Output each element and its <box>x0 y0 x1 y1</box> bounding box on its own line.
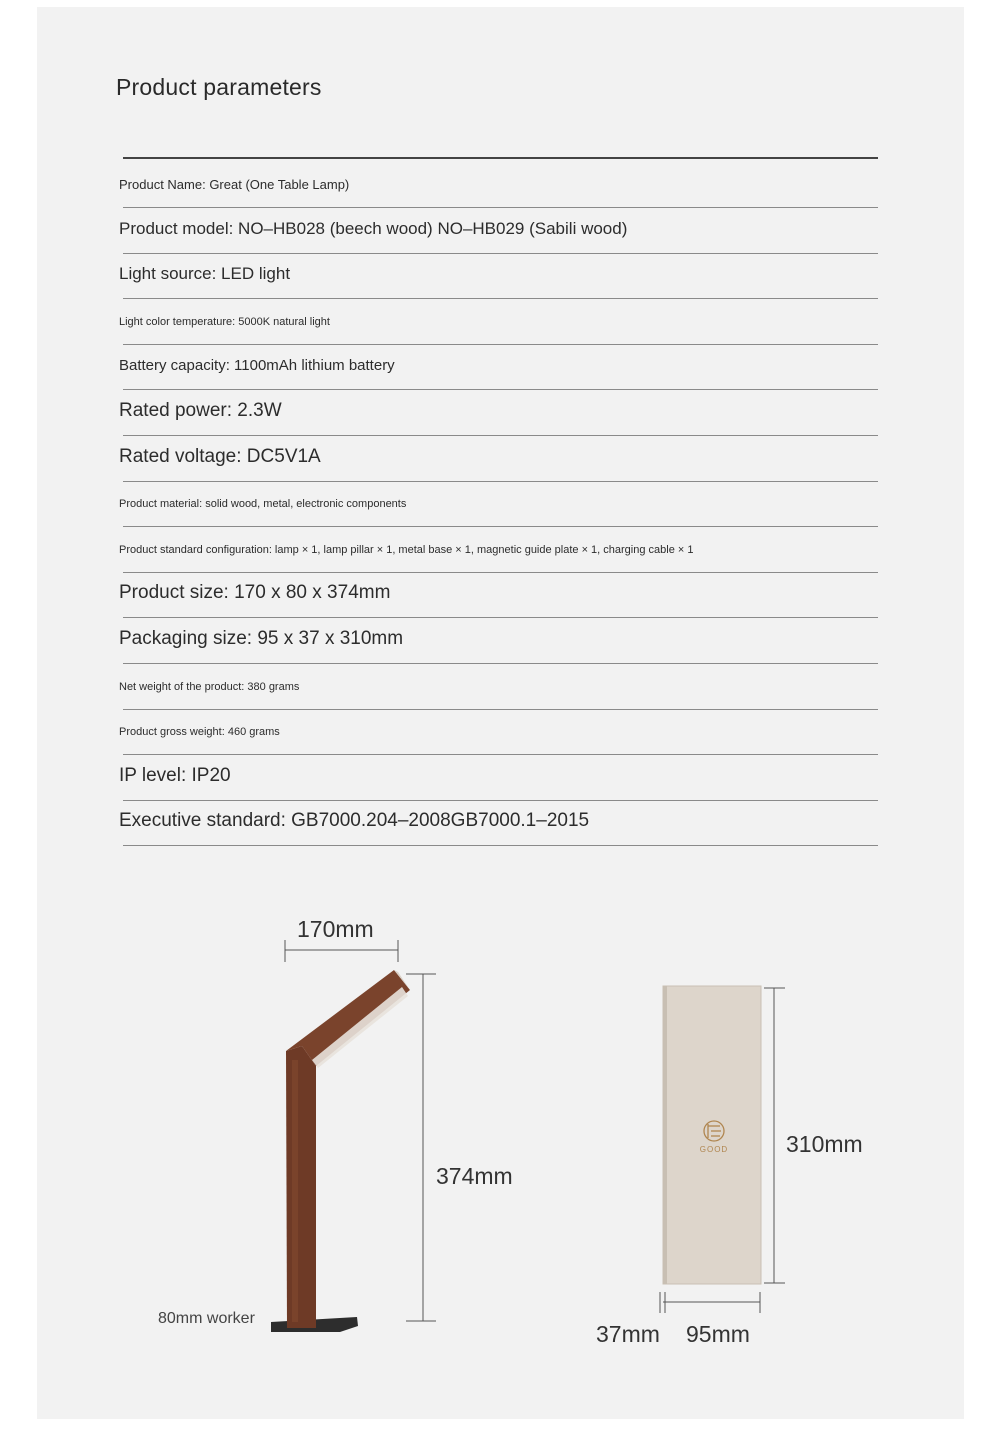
box-logo-text: GOOD <box>699 1145 729 1154</box>
param-text: IP level: IP20 <box>119 764 231 786</box>
lamp-depth-label: 80mm worker <box>158 1310 255 1327</box>
param-text: Light color temperature: 5000K natural light <box>119 315 330 328</box>
box-height-dimension <box>764 988 785 1283</box>
param-text: Battery capacity: 1100mAh lithium battery <box>119 357 395 375</box>
param-text: Product Name: Great (One Table Lamp) <box>119 177 350 192</box>
param-text: Product standard configuration: lamp × 1, lamp pillar × 1, metal base × 1, magnetic guide plate × 1, charging cable × 1 <box>119 543 694 556</box>
param-text: Net weight of the product: 380 grams <box>119 680 300 693</box>
lamp-width-dimension <box>285 940 398 962</box>
lamp-illustration <box>271 970 410 1332</box>
box-base-dimension <box>660 1292 760 1313</box>
param-text: Rated voltage: DC5V1A <box>119 445 321 467</box>
param-text: Product gross weight: 460 grams <box>119 726 280 739</box>
param-text: Light source: LED light <box>119 264 291 284</box>
lamp-height-label: 374mm <box>436 1163 513 1189</box>
packaging-box <box>663 986 761 1284</box>
box-width-label: 95mm <box>686 1321 750 1347</box>
lamp-width-label: 170mm <box>297 916 374 942</box>
box-height-label: 310mm <box>786 1131 863 1157</box>
param-text: Packaging size: 95 x 37 x 310mm <box>119 628 404 649</box>
lamp-pillar <box>286 1046 316 1328</box>
param-text: Rated power: 2.3W <box>119 400 282 421</box>
lamp-height-dimension <box>406 974 436 1321</box>
section-title: Product parameters <box>116 74 322 100</box>
param-text: Product model: NO–HB028 (beech wood) NO–HB029 (Sabili wood) <box>119 218 628 238</box>
param-text: Executive standard: GB7000.204–2008GB7000.1–2015 <box>119 810 590 832</box>
box-depth-label: 37mm <box>596 1321 660 1347</box>
param-text: Product material: solid wood, metal, electronic components <box>119 498 407 511</box>
param-text: Product size: 170 x 80 x 374mm <box>119 582 391 604</box>
